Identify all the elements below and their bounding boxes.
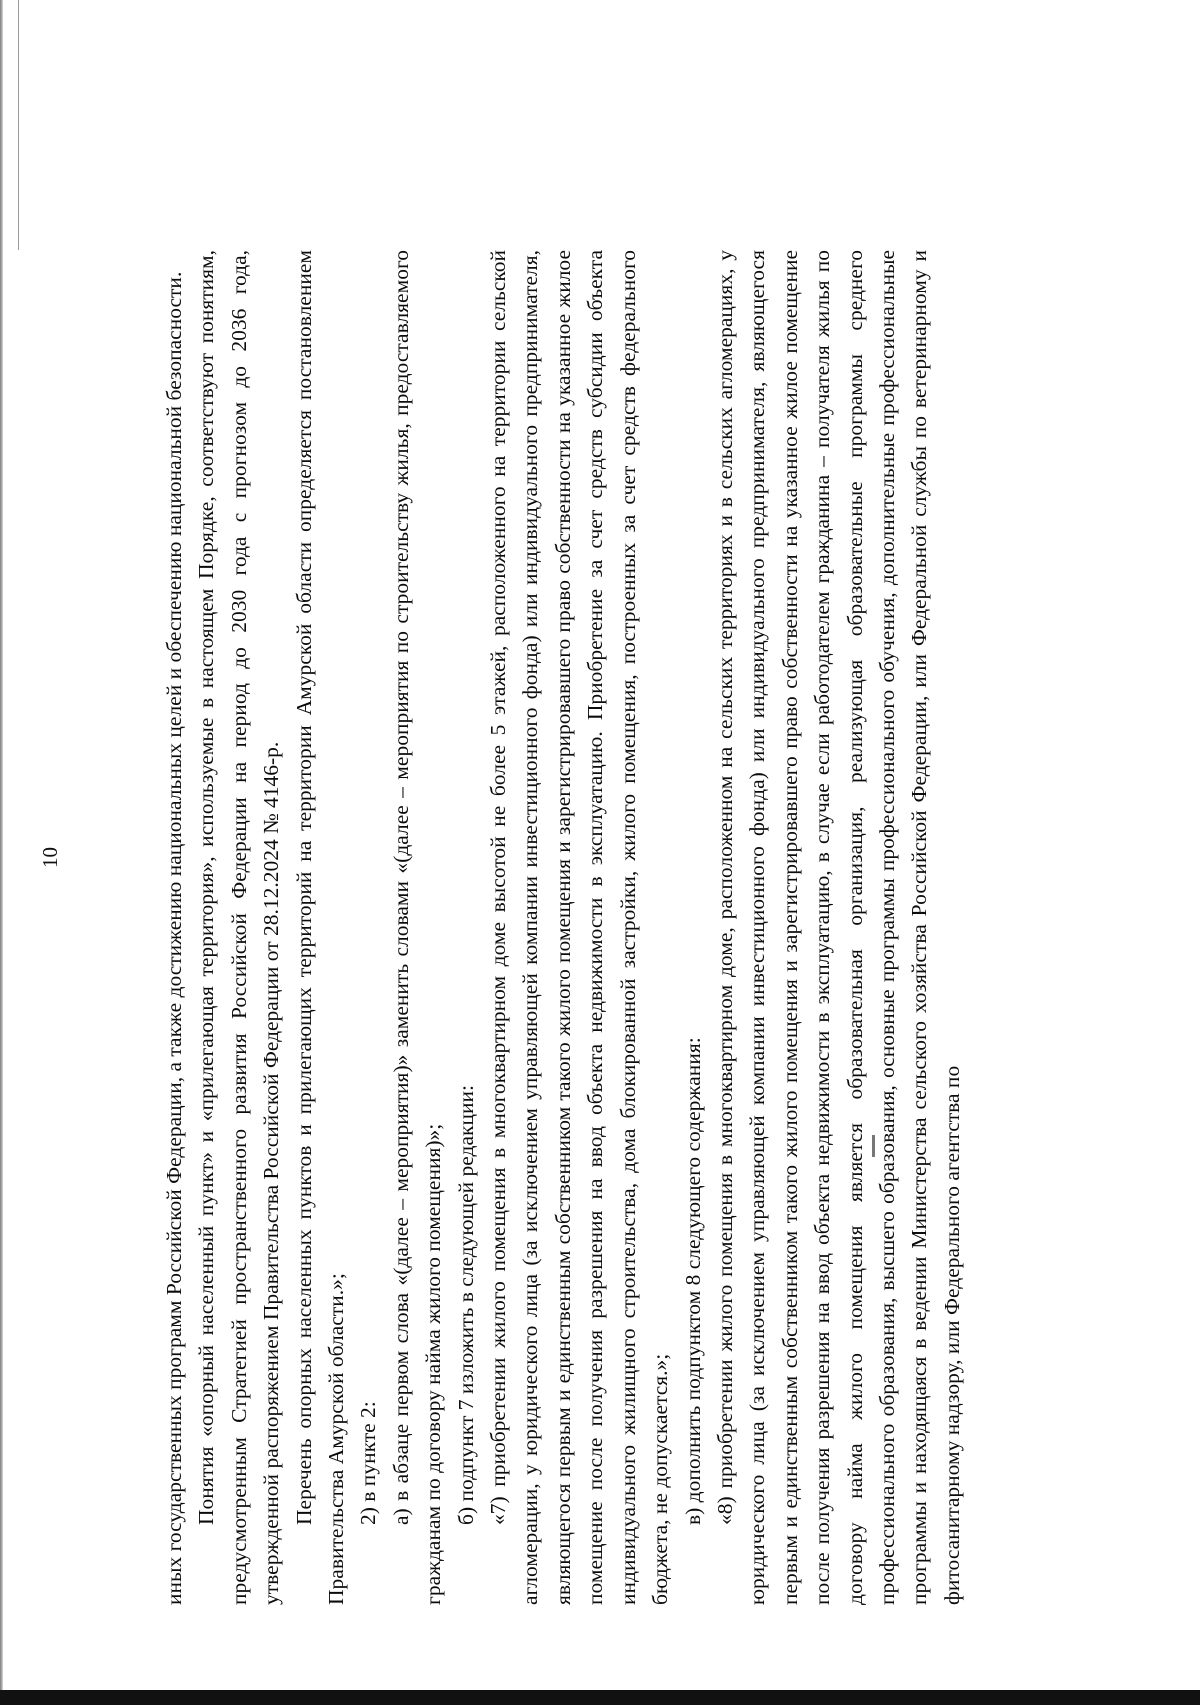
paragraph-item-2v: в) дополнить подпунктом 8 следующего содержания: bbox=[680, 1037, 705, 1525]
scan-edge-bottom bbox=[0, 1690, 1200, 1705]
page-number: 10 bbox=[38, 847, 62, 868]
paragraph-definitions: Понятия «опорный населенный пункт» и «прилегающая территория», используемые в настоящем Порядке, соответствуют понятиям, предусмотренным Стратегией пространственного развития Российской Федерации на период до 2030 года с прогнозом до 2036 года, утвержденной распоряжением Правительства Российской Федерации от 28.12.2024 № 4146-р. bbox=[194, 250, 284, 1605]
paragraph-item-2: 2) в пункте 2: bbox=[356, 1401, 381, 1525]
paragraph-subitem-7: «7) приобретении жилого помещения в многоквартирном доме высотой не более 5 этажей, расположенного на территории сельской агломерации, у юридического лица (за исключением управляющей компании инвестиционного фонда) или индивидуального предпринимателя, являющегося первым и единственным собственником такого жилого помещения и зарегистрировавшего право собственности на указанное жилое помещение после получения разрешения на ввод объекта недвижимости в эксплуатацию. Приобретение за счет средств субсидии объекта индивидуального жилищного строительства, дома блокированной застройки, жилого помещения, построенных за счет средств федерального бюджета, не допускается.»; bbox=[486, 250, 673, 1605]
paragraph-subitem-8: «8) приобретении жилого помещения в многоквартирном доме, расположенном на сельских территориях и в сельских агломерациях, у юридического лица (за исключением управляющей компании инвестиционного фонда) или индивидуального предпринимателя, являющегося первым и единственным собственником такого жилого помещения и зарегистрировавшего право собственности на указанное жилое помещение после получения разрешения на ввод объекта недвижимости в эксплуатацию, в случае если работодателем гражданина – получателя жилья по договору найма жилого помещения является образовательная организация, реализующая образовательные программы среднего профессионального образования, высшего образования, основные программы профессионального обучения, дополнительные профессиональные программы и находящаяся в ведении Министерства сельского хозяйства Российской Федерации, или Федеральной службы по ветеринарному и фитосанитарному надзору, или Федерального агентства по bbox=[712, 250, 964, 1605]
paragraph-item-2b: б) подпункт 7 изложить в следующей редакции: bbox=[453, 1085, 478, 1525]
body-text bbox=[158, 250, 968, 1605]
paragraph-continuation: иных государственных программ Российской Федерации, а также достижению национальных целей и обеспечению национальной безопасности. bbox=[162, 271, 186, 1605]
paragraph-list-reference: Перечень опорных населенных пунктов и прилегающих территорий на территории Амурской области определяется постановлением Правительства Амурской области.»; bbox=[291, 250, 349, 1605]
paragraph-item-2a: а) в абзаце первом слова «(далее – мероприятия)» заменить словами «(далее – мероприятия по строительству жилья, предоставляемого гражданам по договору найма жилого помещения)»; bbox=[388, 250, 446, 1605]
rotated-content bbox=[0, 90, 1200, 1625]
